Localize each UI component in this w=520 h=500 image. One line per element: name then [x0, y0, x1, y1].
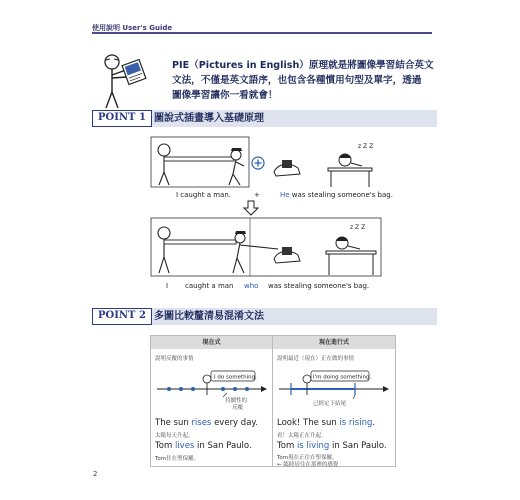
present-translation-1: 太陽每天升起。: [155, 433, 194, 439]
page-number: 2: [93, 470, 98, 478]
catching-man-illustration: [150, 136, 250, 188]
zzz-bottom: z Z Z: [350, 224, 366, 231]
point1-header-bar: [92, 110, 437, 127]
present-translation-2: Tom住在聖保羅。: [155, 456, 200, 462]
caption-was-stealing: was stealing someone's bag.: [268, 282, 370, 290]
present-tense-desc: 說明反覆的事情: [155, 356, 194, 362]
combined-relative-clause-illustration: [150, 217, 382, 277]
continuous-example-1-a: Look! The sun: [277, 418, 340, 428]
present-tense-note1: 持續性的: [225, 398, 248, 404]
present-example-2-a: Tom: [155, 441, 175, 451]
caption-stealing: was stealing someone's bag.: [289, 191, 393, 199]
continuous-translation-2: Tom現在正住在聖保羅。: [277, 455, 338, 461]
caption-who: who: [244, 282, 259, 290]
down-arrow-icon: [243, 200, 259, 216]
continuous-example-2: [277, 441, 387, 451]
zzz-top: z Z Z: [358, 143, 374, 150]
present-continuous-column: [273, 336, 395, 466]
continuous-example-2-b: in San Paulo.: [329, 441, 387, 451]
continuous-example-2-verb: is living: [296, 441, 330, 451]
present-tense-header: 現在式: [151, 336, 272, 349]
present-example-1-a: The sun: [155, 418, 192, 428]
caption-caught-man: I caught a man.: [176, 191, 231, 199]
present-continuous-bubble: I'm doing something.: [313, 374, 372, 381]
caption-he-stealing: [280, 191, 393, 199]
point1-tag: POINT 1: [92, 110, 152, 127]
tense-comparison-panel: [150, 335, 396, 467]
intro-paragraph: [172, 58, 437, 103]
continuous-example-1-verb: is rising: [339, 418, 373, 428]
continuous-example-2-a: Tom: [277, 441, 297, 451]
continuous-translation-1: 看！太陽正在升起。: [277, 433, 327, 439]
header-label: 使用說明 User's Guide: [92, 24, 173, 32]
point2-title: 多圖比較釐清易混淆文法: [154, 311, 264, 322]
intro-line-1: PIE（Pictures in English）原理就是將圖像學習結合英文: [172, 60, 434, 71]
caption-i: I: [166, 282, 169, 290]
present-tense-bubble: I do something.: [214, 374, 257, 381]
point1-title: 圖說式插畫導入基礎原理: [154, 113, 264, 124]
present-continuous-note: 已經定下結尾: [313, 401, 347, 407]
point2-tag: POINT 2: [92, 308, 152, 325]
caption-he: He: [280, 191, 290, 199]
intro-line-3: 圖像學習讓你一看就會！: [172, 90, 278, 101]
present-example-2: [155, 441, 252, 451]
sleeping-person-bag-illustration: [268, 136, 378, 188]
present-tense-note2: 反覆: [232, 405, 244, 411]
present-example-2-verb: lives: [174, 441, 195, 451]
present-tense-column: [151, 336, 272, 466]
present-example-2-b: in San Paulo.: [194, 441, 252, 451]
present-example-1: [155, 418, 258, 428]
present-continuous-desc: 說明最近（現在）正在做的事情: [277, 356, 355, 362]
intro-line-2: 文法，不僅是英文語序，也包含各種慣用句型及單字，透過: [172, 75, 422, 86]
reading-character-illustration: [96, 50, 154, 112]
present-tense-timeline: [155, 367, 269, 407]
caption-caught-a-man: caught a man: [185, 282, 234, 290]
present-continuous-header: 現在進行式: [273, 336, 395, 349]
present-example-1-verb: rises: [191, 418, 212, 428]
plus-circle-icon: [251, 156, 265, 170]
continuous-translation-3: ← 臨時居住在那裡的感覺: [277, 462, 339, 468]
caption-plus: +: [254, 191, 260, 199]
continuous-example-1: [277, 418, 375, 428]
point2-header-bar: [92, 308, 437, 325]
continuous-example-1-b: .: [372, 418, 376, 428]
present-example-1-b: every day.: [211, 418, 258, 428]
header-rule: [92, 32, 432, 34]
